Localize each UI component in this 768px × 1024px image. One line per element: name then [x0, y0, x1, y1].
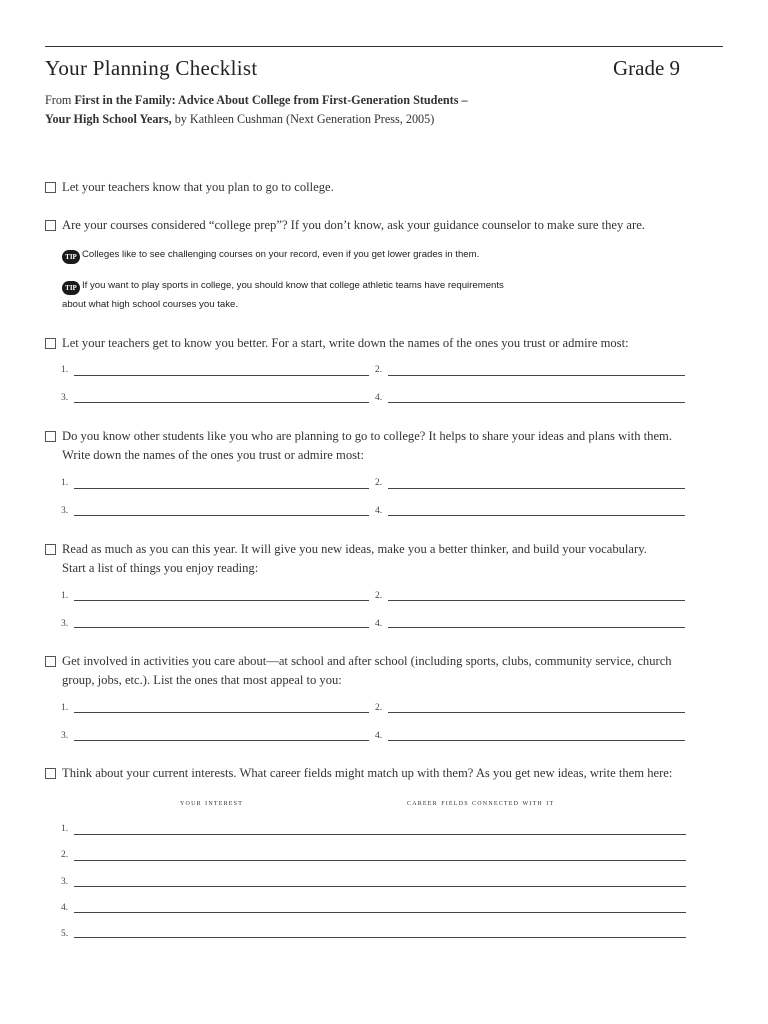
blank-number: 4. [375, 619, 383, 629]
blank-number: 4. [61, 903, 69, 913]
blank-line[interactable] [74, 937, 686, 938]
checkbox[interactable] [45, 338, 56, 349]
blank-number: 2. [375, 478, 383, 488]
checkbox[interactable] [45, 544, 56, 555]
item-text: Read as much as you can this year. It will give you new ideas, make you a better thinker, and build your vocabulary. [62, 542, 647, 556]
tip-badge-icon: TIP [62, 281, 80, 295]
blank-number: 5. [61, 929, 69, 939]
blank-number: 3. [61, 506, 69, 516]
blank-line[interactable] [388, 402, 685, 403]
item-text: Let your teachers get to know you better. For a start, write down the names of the ones you trust or admire most: [62, 336, 629, 350]
blank-line[interactable] [74, 600, 369, 601]
page-title: Your Planning Checklist [45, 56, 258, 80]
book-title-line2: Your High School Years, [45, 112, 172, 126]
blank-number: 4. [375, 731, 383, 741]
item-text: Get involved in activities you care about—at school and after school (including sports, clubs, community service, church [62, 654, 672, 668]
blank-line[interactable] [74, 375, 369, 376]
grade-label: Grade 9 [613, 56, 681, 80]
column-header-career-fields: career fields connected with it [407, 797, 555, 807]
blank-line[interactable] [74, 834, 686, 835]
tip-2 [62, 275, 504, 296]
blank-line[interactable] [388, 488, 685, 489]
checkbox[interactable] [45, 656, 56, 667]
blank-line[interactable] [74, 912, 686, 913]
blank-line[interactable] [74, 740, 369, 741]
blank-number: 1. [61, 591, 69, 601]
source-citation [45, 91, 665, 129]
item-text-continued: Write down the names of the ones you trust or admire most: [62, 448, 365, 462]
tip-badge-icon: TIP [62, 250, 80, 264]
blank-line[interactable] [388, 740, 685, 741]
item-text: Do you know other students like you who are planning to go to college? It helps to share your ideas and plans with them. [62, 429, 672, 443]
checkbox[interactable] [45, 431, 56, 442]
tip-2-continued: about what high school courses you take. [62, 299, 238, 310]
blank-number: 3. [61, 619, 69, 629]
blank-number: 2. [375, 703, 383, 713]
blank-number: 2. [61, 850, 69, 860]
blank-line[interactable] [74, 712, 369, 713]
tip-1 [62, 244, 479, 265]
column-header-interest: your interest [180, 797, 244, 807]
item-text-continued: group, jobs, etc.). List the ones that most appeal to you: [62, 673, 342, 687]
blank-line[interactable] [74, 515, 369, 516]
blank-number: 3. [61, 731, 69, 741]
blank-line[interactable] [74, 488, 369, 489]
blank-number: 4. [375, 393, 383, 403]
book-title-line1: First in the Family: Advice About College from First-Generation Students – [74, 93, 468, 107]
blank-line[interactable] [74, 402, 369, 403]
source-prefix: From [45, 93, 75, 107]
blank-number: 1. [61, 703, 69, 713]
blank-line[interactable] [388, 515, 685, 516]
item-text: Think about your current interests. What career fields might match up with them? As you get new ideas, write them here: [62, 766, 673, 780]
blank-number: 2. [375, 591, 383, 601]
blank-number: 1. [61, 824, 69, 834]
blank-line[interactable] [388, 375, 685, 376]
blank-number: 3. [61, 877, 69, 887]
item-text-continued: Start a list of things you enjoy reading: [62, 561, 259, 575]
blank-line[interactable] [74, 627, 369, 628]
checkbox[interactable] [45, 768, 56, 779]
blank-number: 1. [61, 365, 69, 375]
blank-line[interactable] [388, 627, 685, 628]
item-text: Let your teachers know that you plan to go to college. [62, 180, 334, 194]
blank-number: 4. [375, 506, 383, 516]
checkbox[interactable] [45, 220, 56, 231]
tip-text: If you want to play sports in college, you should know that college athletic teams have requirements [82, 280, 504, 291]
blank-line[interactable] [388, 712, 685, 713]
blank-line[interactable] [74, 860, 686, 861]
blank-line[interactable] [74, 886, 686, 887]
top-rule [45, 46, 723, 47]
blank-number: 2. [375, 365, 383, 375]
blank-number: 1. [61, 478, 69, 488]
item-text: Are your courses considered “college prep”? If you don’t know, ask your guidance counselor to make sure they are. [62, 218, 645, 232]
blank-line[interactable] [388, 600, 685, 601]
checkbox[interactable] [45, 182, 56, 193]
blank-number: 3. [61, 393, 69, 403]
tip-text: Colleges like to see challenging courses on your record, even if you get lower grades in them. [82, 249, 480, 260]
source-rest: by Kathleen Cushman (Next Generation Press, 2005) [171, 112, 435, 126]
